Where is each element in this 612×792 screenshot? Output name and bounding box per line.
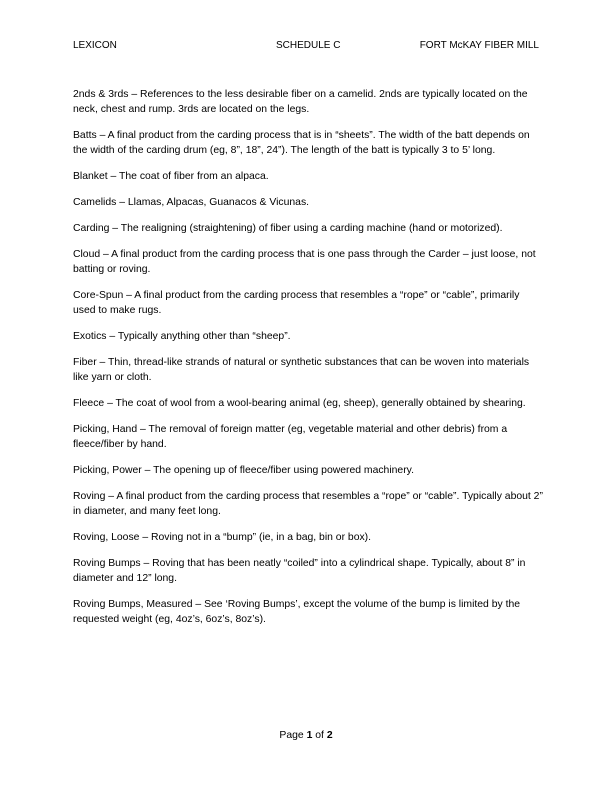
- lexicon-entry: Batts – A final product from the carding process that is in “sheets”. The width of the batt depends on the width of the carding drum (eg, 8”, 18”, 24”). The length of the batt is typically 3 to 5’ long.: [73, 130, 530, 156]
- page-current: 1: [306, 730, 313, 741]
- lexicon-entry: Roving Bumps – Roving that has been neatly “coiled” into a cylindrical shape. Typically, about 8” in diameter and 12” long.: [73, 558, 526, 584]
- lexicon-entry: Camelids – Llamas, Alpacas, Guanacos & Vicunas.: [73, 197, 310, 208]
- page-header: [0, 38, 612, 52]
- lexicon-entry: Picking, Power – The opening up of fleece/fiber using powered machinery.: [73, 465, 414, 476]
- lexicon-entry: Carding – The realigning (straightening) of fiber using a carding machine (hand or motorized).: [73, 223, 503, 234]
- page-of-label: of: [315, 730, 324, 741]
- lexicon-body: [73, 87, 543, 638]
- page-label: Page: [279, 730, 304, 741]
- lexicon-entry: Fiber – Thin, thread-like strands of natural or synthetic substances that can be woven into materials like yarn or cloth.: [73, 357, 530, 383]
- page-footer: [0, 728, 612, 743]
- lexicon-entry: Picking, Hand – The removal of foreign matter (eg, vegetable material and other debris) from a fleece/fiber by hand.: [73, 424, 508, 450]
- lexicon-entry: Core-Spun – A final product from the carding process that resembles a “rope” or “cable”, primarily used to make rugs.: [73, 290, 520, 316]
- header-center: SCHEDULE C: [276, 40, 341, 51]
- header-left: LEXICON: [73, 40, 117, 51]
- lexicon-entry: Roving – A final product from the carding process that resembles a “rope” or “cable”. Typically about 2” in diameter, and many feet long.: [73, 491, 543, 517]
- page-total: 2: [326, 730, 333, 741]
- lexicon-entry: Cloud – A final product from the carding process that is one pass through the Carder – just loose, not batting or roving.: [73, 249, 536, 275]
- lexicon-entry: Fleece – The coat of wool from a wool-bearing animal (eg, sheep), generally obtained by shearing.: [73, 398, 526, 409]
- lexicon-entry: Blanket – The coat of fiber from an alpaca.: [73, 171, 269, 182]
- lexicon-entry: Roving, Loose – Roving not in a “bump” (ie, in a bag, bin or box).: [73, 532, 372, 543]
- lexicon-entry: 2nds & 3rds – References to the less desirable fiber on a camelid. 2nds are typically located on the neck, chest and rump. 3rds are located on the legs.: [73, 89, 528, 115]
- lexicon-entry: Exotics – Typically anything other than “sheep”.: [73, 331, 291, 342]
- lexicon-entry: Roving Bumps, Measured – See ‘Roving Bumps’, except the volume of the bump is limited by the requested weight (eg, 4oz’s, 6oz’s, 8oz’s).: [73, 599, 521, 625]
- header-right: FORT McKAY FIBER MILL: [419, 40, 539, 51]
